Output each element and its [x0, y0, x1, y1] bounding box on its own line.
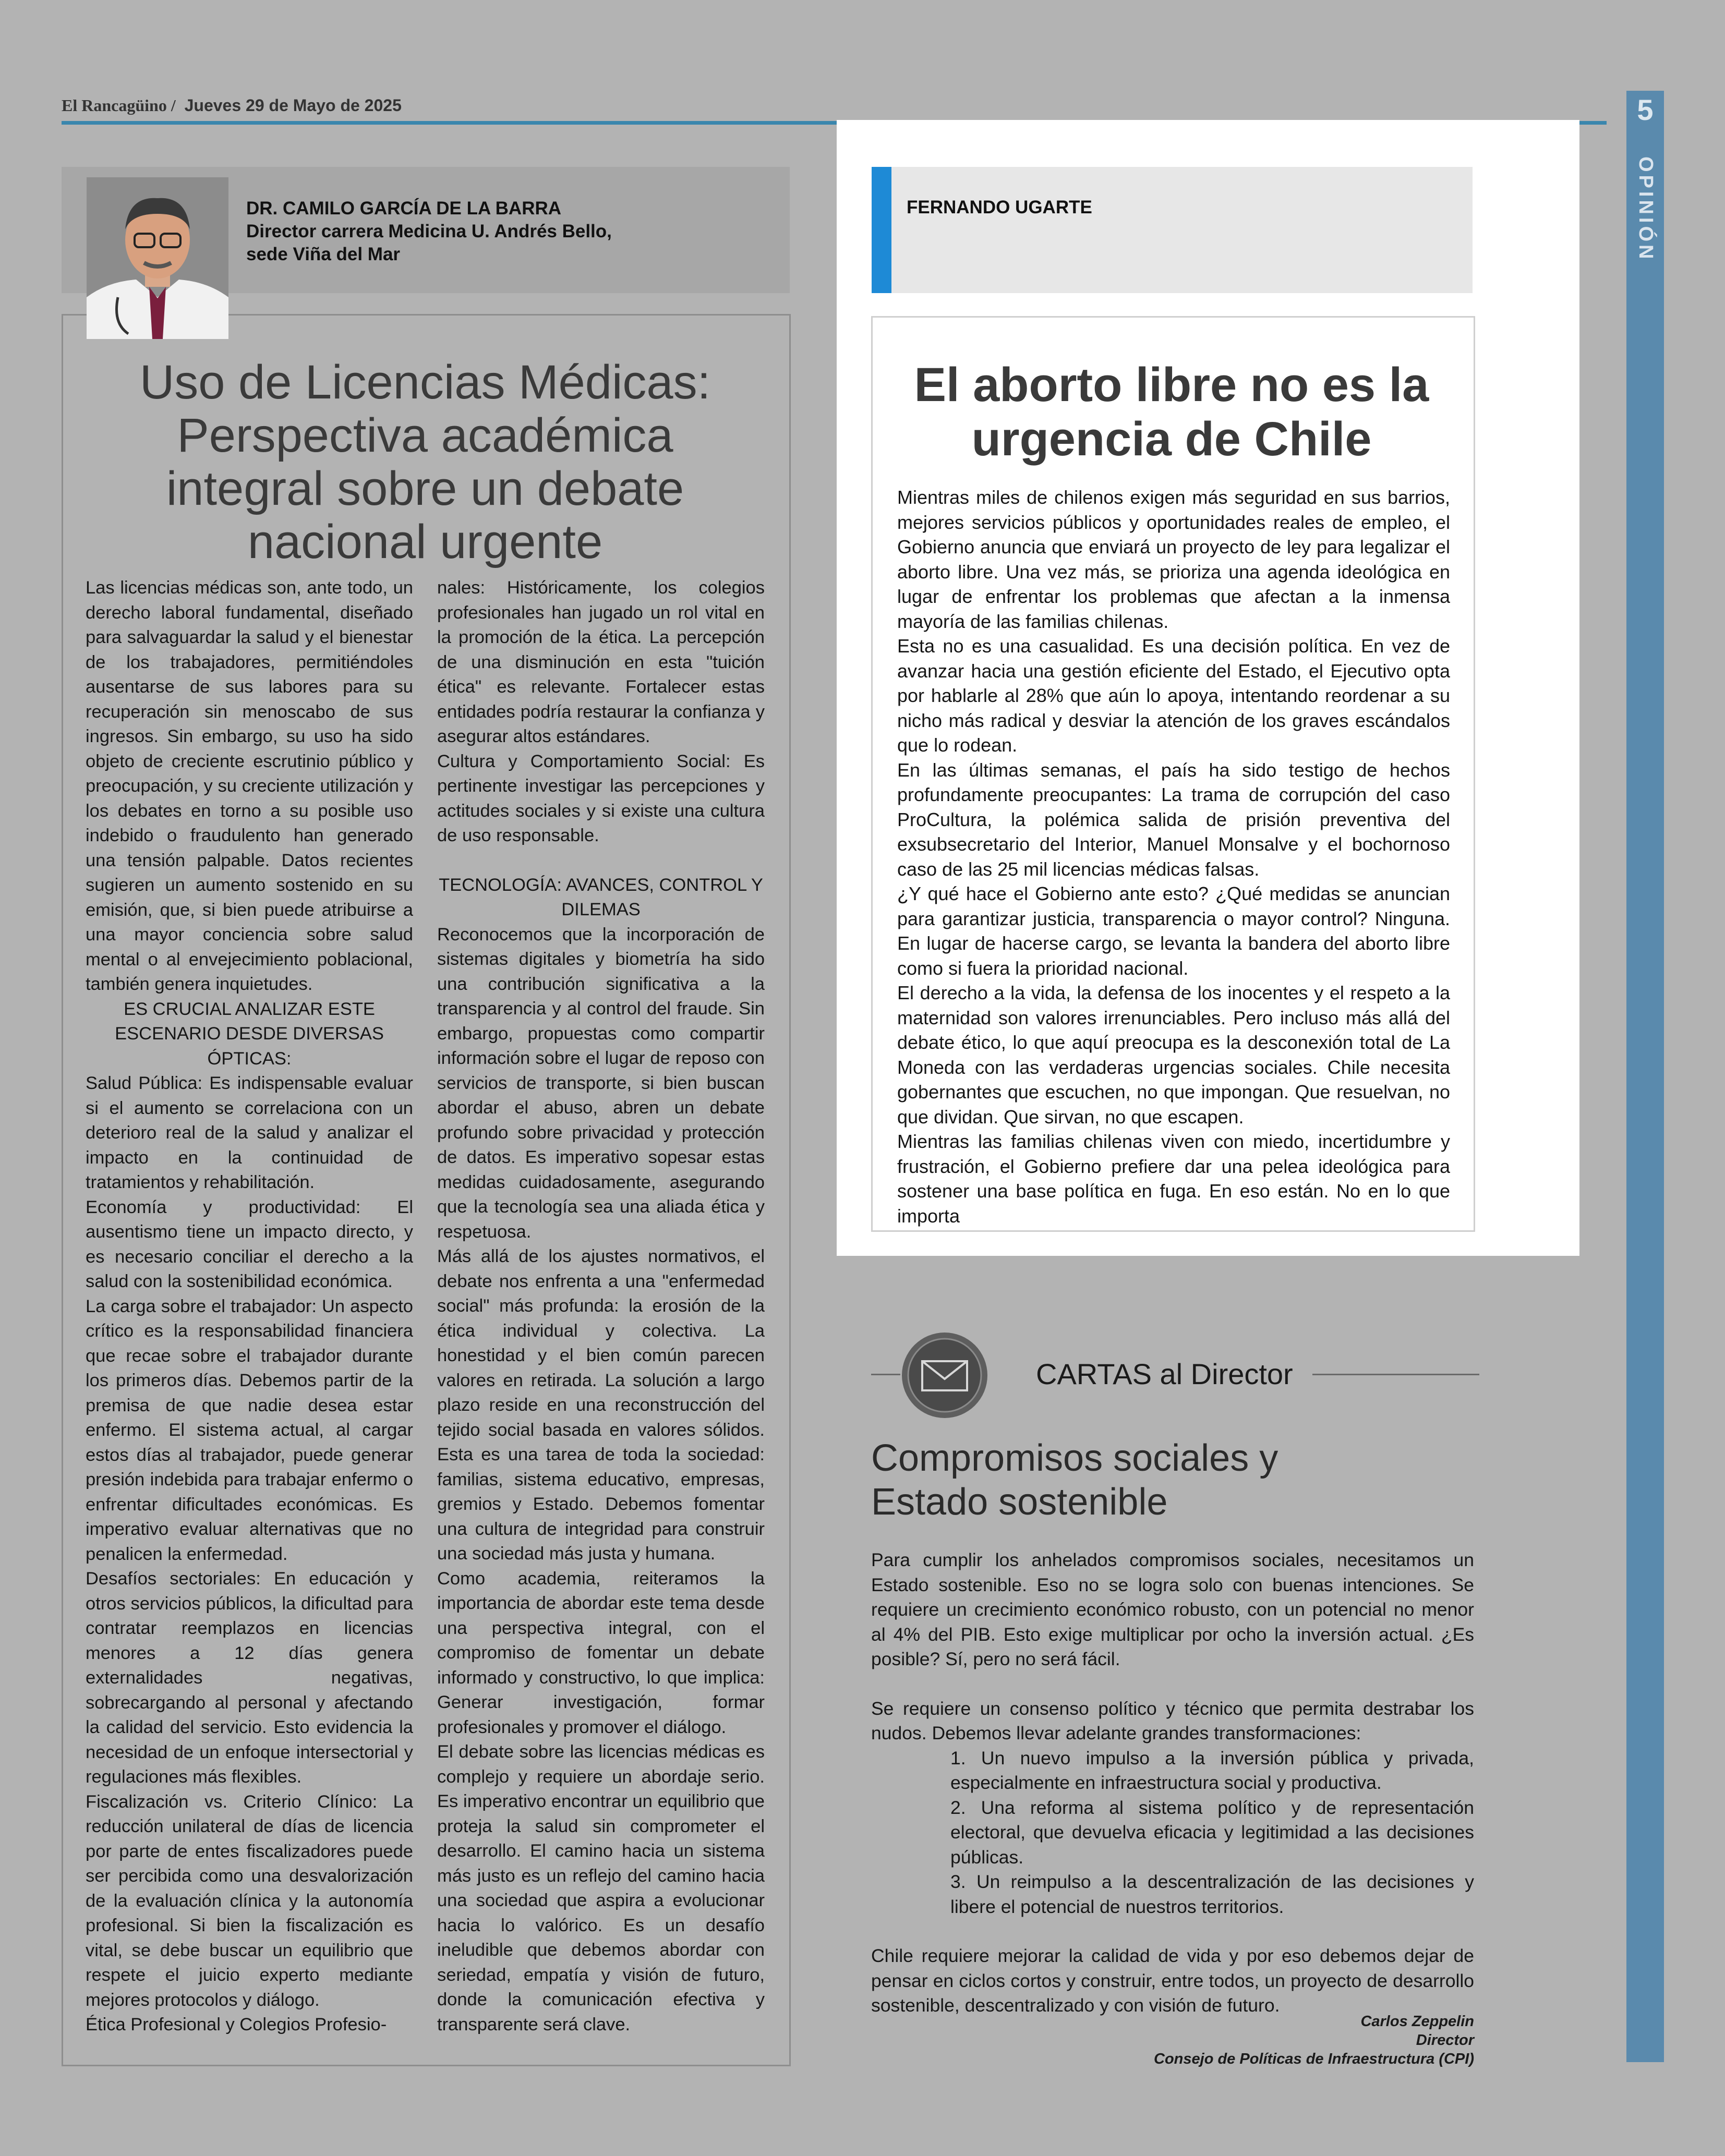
letter-body — [871, 1548, 1474, 2018]
author-name: DR. CAMILO GARCÍA DE LA BARRA — [246, 198, 562, 219]
paragraph: Economía y productividad: El ausentismo tiene un impacto directo, y es necesario conciliar el derecho a la salud con la sostenibilidad económica. — [86, 1197, 413, 1291]
author-role: Director carrera Medicina U. Andrés Bello, — [246, 221, 612, 241]
author-accent-bar — [872, 167, 891, 293]
list-item: 2. Una reforma al sistema político y de representación electoral, que devuelva eficacia y legitimidad a las decisiones públicas. — [950, 1797, 1474, 1868]
paragraph: Esta no es una casualidad. Es una decisión política. En vez de avanzar hacia una gestión eficiente del Estado, el Ejecutivo opta por hablarle al 28% que aún lo apoya, intentando reordenar a su nicho más radical y desviar la atención de los graves escándalos que lo rodean. — [897, 635, 1450, 756]
paragraph: Desafíos sectoriales: En educación y otros servicios públicos, la dificultad para contratar reemplazos en licencias menores a 12 días genera externalidades negativas, sobrecargando al personal y afectando la calidad del servicio. Esto evidencia la necesidad de un enfoque intersectorial y regulaciones más flexibles. — [86, 1569, 413, 1787]
paragraph: Mientras miles de chilenos exigen más seguridad en sus barrios, mejores servicios públicos y oportunidades reales de empleo, el Gobierno anuncia que enviará un proyecto de ley para legalizar el aborto libre. Una vez más, se prioriza una agenda ideológica en lugar de enfrentar los problemas que afectan a la inmensa mayoría de las familias chilenas. — [897, 487, 1450, 632]
paragraph: Mientras las familias chilenas viven con miedo, incertidumbre y frustración, el Gobierno prefiere dar una pelea ideológica para sostener una base política en fuga. En eso están. No en lo que importa — [897, 1131, 1450, 1227]
paragraph: Se requiere un consenso político y técnico que permita destrabar los nudos. Debemos llevar adelante grandes transformaciones: — [871, 1698, 1474, 1743]
section-label — [1634, 156, 1657, 262]
paragraph: Cultura y Comportamiento Social: Es pertinente investigar las percepciones y actitudes sociales y si existe una cultura de uso responsable. — [437, 751, 765, 845]
signature-org: Consejo de Políticas de Infraestructura (CPI) — [1154, 2051, 1474, 2067]
paragraph: La carga sobre el trabajador: Un aspecto crítico es la responsabilidad financiera que recae sobre el trabajador durante los primeros días. Debemos partir de la premisa de que nadie desea estar enfermo. El sistema actual, al cargar estos días al trabajador, puede generar presión indebida para trabajar enfermo o enfrentar dificultades económicas. Es imperativo evaluar alternativas que no penalicen la enfermedad. — [86, 1296, 413, 1564]
paragraph: El derecho a la vida, la defensa de los inocentes y el respeto a la maternidad son valores irrenunciables. Pero incluso más allá del debate ético, lo que aquí preocupa es la desconexión total de La Moneda con las verdaderas urgencias sociales. Chile necesita gobernantes que escuchen, no que impongan. Que resuelvan, no que dividan. Que sirvan, no que escapen. — [897, 982, 1450, 1128]
paragraph: Las licencias médicas son, ante todo, un derecho laboral fundamental, diseñado para salvaguardar la salud y el bienestar de los trabajadores, permitiéndoles ausentarse de sus labores para su recuperación sin menoscabo de sus ingresos. Sin embargo, su uso ha sido objeto de creciente escrutinio público y preocupación, y su creciente utilización y los debates en torno a su posible uso indebido o fraudulento han generado una tensión palpable. Datos recientes sugieren un aumento sostenido en su emisión, que, si bien puede atribuirse a una mayor conciencia sobre salud mental o al envejecimiento poblacional, también genera inquietudes. — [86, 578, 413, 994]
signature-role: Director — [1416, 2032, 1474, 2049]
paragraph: ¿Y qué hace el Gobierno ante esto? ¿Qué medidas se anuncian para garantizar justicia, transparencia o mayor control? Ninguna. En lugar de hacerse cargo, se levanta la bandera del aborto libre como si fuera la prioridad nacional. — [897, 883, 1450, 979]
paragraph: En las últimas semanas, el país ha sido testigo de hechos profundamente preocupantes: La trama de corrupción del caso ProCultura, la polémica salida de prisión preventiva del exsubsecretario del Interior, Manuel Monsalve y el bochornoso caso de las 25 mil licencias médicas falsas. — [897, 759, 1450, 880]
right-article-body — [897, 485, 1450, 1228]
left-article-column-2 — [437, 576, 765, 2037]
paragraph: Más allá de los ajustes normativos, el debate nos enfrenta a una "enfermedad social" más profunda: la erosión de la ética individual y colectiva. La honestidad y el bien común parecen valores en retirada. La solución a largo plazo reside en una reconstrucción del tejido social basada en valores sólidos. Esta es una tarea de toda la sociedad: familias, sistema educativo, empresas, gremios y Estado. Debemos fomentar una cultura de integridad para construir una sociedad más justa y humana. — [437, 1246, 765, 1564]
section-label-text: OPINIÓN — [1635, 156, 1657, 262]
right-article-headline: El aborto libre no es la urgencia de Chile — [914, 358, 1429, 466]
paragraph: Ética Profesional y Colegios Profesio- — [86, 2015, 387, 2034]
paragraph: Chile requiere mejorar la calidad de vida y por eso debemos dejar de pensar en ciclos cortos y construir, entre todos, un proyecto de desarrollo sostenible, descentralizado y con visión de futuro. — [871, 1945, 1474, 2016]
letter-headline: Compromisos sociales y Estado sostenible — [871, 1437, 1278, 1523]
paragraph: Como academia, reiteramos la importancia de abordar este tema desde una perspectiva integral, con el compromiso de fomentar un debate informado y constructivo, lo que implica: Generar investigación, formar profesionales y promover el diálogo. — [437, 1568, 765, 1737]
left-article-column-1 — [86, 576, 413, 2038]
list-item: 1. Un nuevo impulso a la inversión pública y privada, especialmente en infraestructura social y productiva. — [950, 1747, 1474, 1793]
paragraph: Salud Pública: Es indispensable evaluar si el aumento se correlaciona con un deterioro real de la salud y analizar el impacto en la continuidad de tratamientos y rehabilitación. — [86, 1073, 413, 1192]
list-item: 3. Un reimpulso a la descentralización de las decisiones y libere el potencial de nuestros territorios. — [950, 1871, 1474, 1917]
cartas-rule-right — [1312, 1374, 1479, 1375]
page-number: 5 — [1637, 93, 1654, 126]
cartas-rule-left — [871, 1374, 900, 1375]
paragraph: nales: Históricamente, los colegios profesionales han jugado un rol vital en la promoción de la ética. La percepción de una disminución en esta "tuición ética" es relevante. Fortalecer estas entidades podría restaurar la confianza y asegurar altos estándares. — [437, 578, 765, 746]
masthead — [62, 96, 402, 115]
paragraph: Fiscalización vs. Criterio Clínico: La reducción unilateral de días de licencia por parte de entes fiscalizadores puede ser percibida como una desvalorización de la evaluación clínica y la autonomía profesional. Si bien la fiscalización es vital, se debe buscar un equilibrio que respete el juicio experto mediante mejores protocolos y diálogo. — [86, 1791, 413, 2010]
author-byline-left — [246, 197, 612, 266]
author-photo — [87, 177, 228, 339]
left-article-headline: Uso de Licencias Médicas: Perspectiva académica integral sobre un debate nacional urgente — [139, 356, 711, 568]
author-site: sede Viña del Mar — [246, 244, 401, 264]
signature-name: Carlos Zeppelin — [1360, 2013, 1474, 2030]
cartas-section-title: CARTAS al Director — [1036, 1358, 1293, 1390]
subheading: ES CRUCIAL ANALIZAR ESTE ESCENARIO DESDE DIVERSAS ÓPTICAS: — [115, 999, 384, 1069]
subheading: TECNOLOGÍA: AVANCES, CONTROL Y DILEMAS — [439, 875, 763, 919]
letter-signature — [1043, 2012, 1474, 2068]
section-tab — [1626, 91, 1664, 2062]
paper-name: El Rancagüino / — [62, 96, 176, 115]
author-name-right: FERNANDO UGARTE — [907, 197, 1092, 217]
paragraph: Para cumplir los anhelados compromisos sociales, necesitamos un Estado sostenible. Eso no se logra solo con buenas intenciones. Se requiere un crecimiento económico robusto, con un potencial no menor al 4% del PIB. Esto exige multiplicar por ocho la inversión actual. ¿Es posible? Sí, pero no será fácil. — [871, 1549, 1474, 1669]
envelope-icon — [900, 1331, 989, 1420]
author-box-right — [872, 167, 1473, 293]
paragraph: Reconocemos que la incorporación de sistemas digitales y biometría ha sido una contribución significativa a la transparencia y al control del fraude. Sin embargo, propuestas como compartir información sobre el lugar de reposo con servicios de transporte, si bien buscan abordar el abuso, abren un debate profundo sobre privacidad y protección de datos. Es imperativo sopesar estas medidas cuidadosamente, asegurando que la tecnología sea una aliada ética y respetuosa. — [437, 924, 765, 1242]
paragraph: El debate sobre las licencias médicas es complejo y requiere un abordaje serio. Es imperativo encontrar un equilibrio que proteja la salud sin comprometer el desarrollo. El camino hacia un sistema más justo es un reflejo del camino hacia una sociedad que aspira a evolucionar hacia lo valórico. Es un desafío ineludible que debemos abordar con seriedad, empatía y visión de futuro, donde la comunicación efectiva y transparente será clave. — [437, 1742, 765, 2034]
issue-date: Jueves 29 de Mayo de 2025 — [184, 96, 402, 115]
